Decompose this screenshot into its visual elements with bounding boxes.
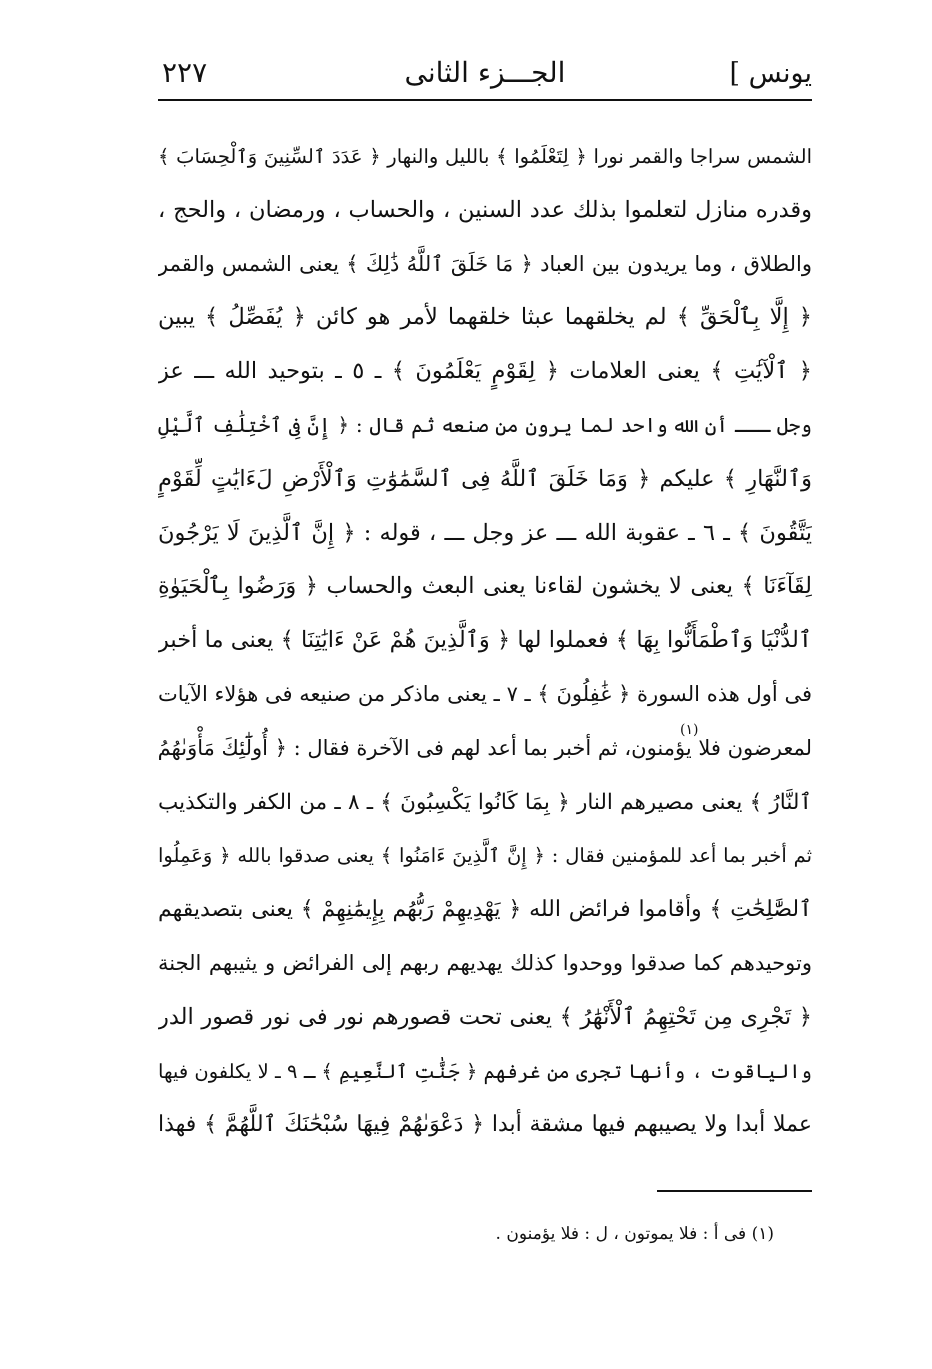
text-line: لمعرضون فلا يؤمنون، ثم أخبر بما أعد لهم فى الآخرة فقال : ﴿ أُولَٰٓئِكَ مَأْوَىٰهُمُ (158, 735, 812, 760)
text-line: والياقوت ، وأنها تجرى من غرفهم ﴿ جَنَّٰتِ ٱلنَّعِيمِ ﴾ ـ ٩ ـ لا يكلفون فيها (158, 1059, 812, 1083)
text-line: ﴿ تَجْرِى مِن تَحْتِهِمُ ٱلْأَنْهَٰرُ ﴾ يعنى تحت قصورهم نور فى نور قصور الدر (158, 1003, 812, 1030)
text-line: يَتَّقُونَ ﴾ ـ ٦ ـ عقوبة الله ـــ عز وجل ـــ ، قوله : ﴿ إِنَّ ٱلَّذِينَ لَا يَرْجُونَ (158, 519, 812, 546)
text-line: وتوحيدهم كما صدقوا ووحدوا كذلك يهديهم ربهم إلى الفرائض و يثيبهم الجنة (158, 950, 812, 975)
header-rule (158, 99, 812, 101)
surah-name: يونس ] (729, 58, 812, 89)
page-number: ٢٢٧ (162, 56, 208, 89)
text-line: لِقَآءَنَا ﴾ يعنى لا يخشون لقاءنا يعنى البعث والحساب ﴿ وَرَضُوا بِٱلْحَيَوٰةِ (158, 573, 812, 600)
part-title: الجـــزء الثانى (404, 56, 566, 89)
text-line: ﴿ إِلَّا بِٱلْحَقِّ ﴾ لم يخلقهما عبثا خلقهما لأمر هو كائن ﴿ يُفَصِّلُ ﴾ يبين (158, 304, 812, 331)
footnote-rule (657, 1190, 812, 1192)
text-line: ٱلنَّارُ ﴾ يعنى مصيرهم النار ﴿ بِمَا كَانُوا يَكْسِبُونَ ﴾ ـ ٨ ـ من الكفر والتكذيب (158, 789, 812, 815)
text-line: عملا أبدا ولا يصيبهم فيها مشقة أبدا ﴿ دَعْوَىٰهُمْ فِيهَا سُبْحَٰنَكَ ٱللَّهُمَّ ﴾ فهذا (158, 1112, 812, 1138)
text-line: وَٱلنَّهَارِ ﴾ عليكم ﴿ وَمَا خَلَقَ ٱللَّهُ فِى ٱلسَّمَٰوَٰتِ وَٱلْأَرْضِ لَءَايَٰتٍ لِّقَوْمٍ (158, 465, 812, 492)
commentary-text (158, 130, 812, 1152)
running-header (158, 52, 812, 96)
text-line: والطلاق ، وما يريدون بين العباد ﴿ مَا خَلَقَ ٱللَّهُ ذَٰلِكَ ﴾ يعنى الشمس والقمر (158, 251, 812, 276)
footnote-text: (١) فى أ : فلا يموتون ، ل : فلا يؤمنون . (495, 1224, 774, 1244)
text-line: الشمس سراجا والقمر نورا ﴿ لِتَعْلَمُوا ﴾ بالليل والنهار ﴿ عَدَدَ ٱلسِّنِينَ وَٱلْحِسَابَ ﴾ (158, 145, 812, 168)
text-line: ثم أخبر بما أعد للمؤمنين فقال : ﴿ إِنَّ ٱلَّذِينَ ءَامَنُوا ﴾ يعنى صدقوا بالله ﴿ وَعَمِلُوا (158, 844, 812, 868)
text-line: وجل ـــ أن الله واحد لما يرون من صنعه ثم قال : ﴿ إِنَّ فِى ٱخْتِلَٰفِ ٱلَّيْلِ (158, 412, 812, 437)
footnote-marker: (١) (680, 722, 699, 738)
text-line: وقدره منازل لتعلموا بذلك عدد السنين ، والحساب ، ورمضان ، والحج ، (158, 196, 812, 223)
text-line: ﴿ ٱلْآيَٰتِ ﴾ يعنى العلامات ﴿ لِقَوْمٍ يَعْلَمُونَ ﴾ ـ ٥ ـ بتوحيد الله ـــ عز (158, 358, 812, 385)
text-line: ٱلدُّنْيَا وَٱطْمَأَنُّوا بِهَا ﴾ فعملوا لها ﴿ وَٱلَّذِينَ هُمْ عَنْ ءَايَٰتِنَا ﴾ يعنى ما أخبر (158, 627, 812, 654)
text-line: ٱلصَّٰلِحَٰتِ ﴾ وأقاموا فرائض الله ﴿ يَهْدِيهِمْ رَبُّهُم بِإِيمَٰنِهِمْ ﴾ يعنى بتصديقهم (158, 897, 812, 923)
text-line: فى أول هذه السورة ﴿ غَٰفِلُونَ ﴾ ـ ٧ ـ يعنى ماذكر من صنيعه فى هؤلاء الآيات (158, 681, 812, 706)
